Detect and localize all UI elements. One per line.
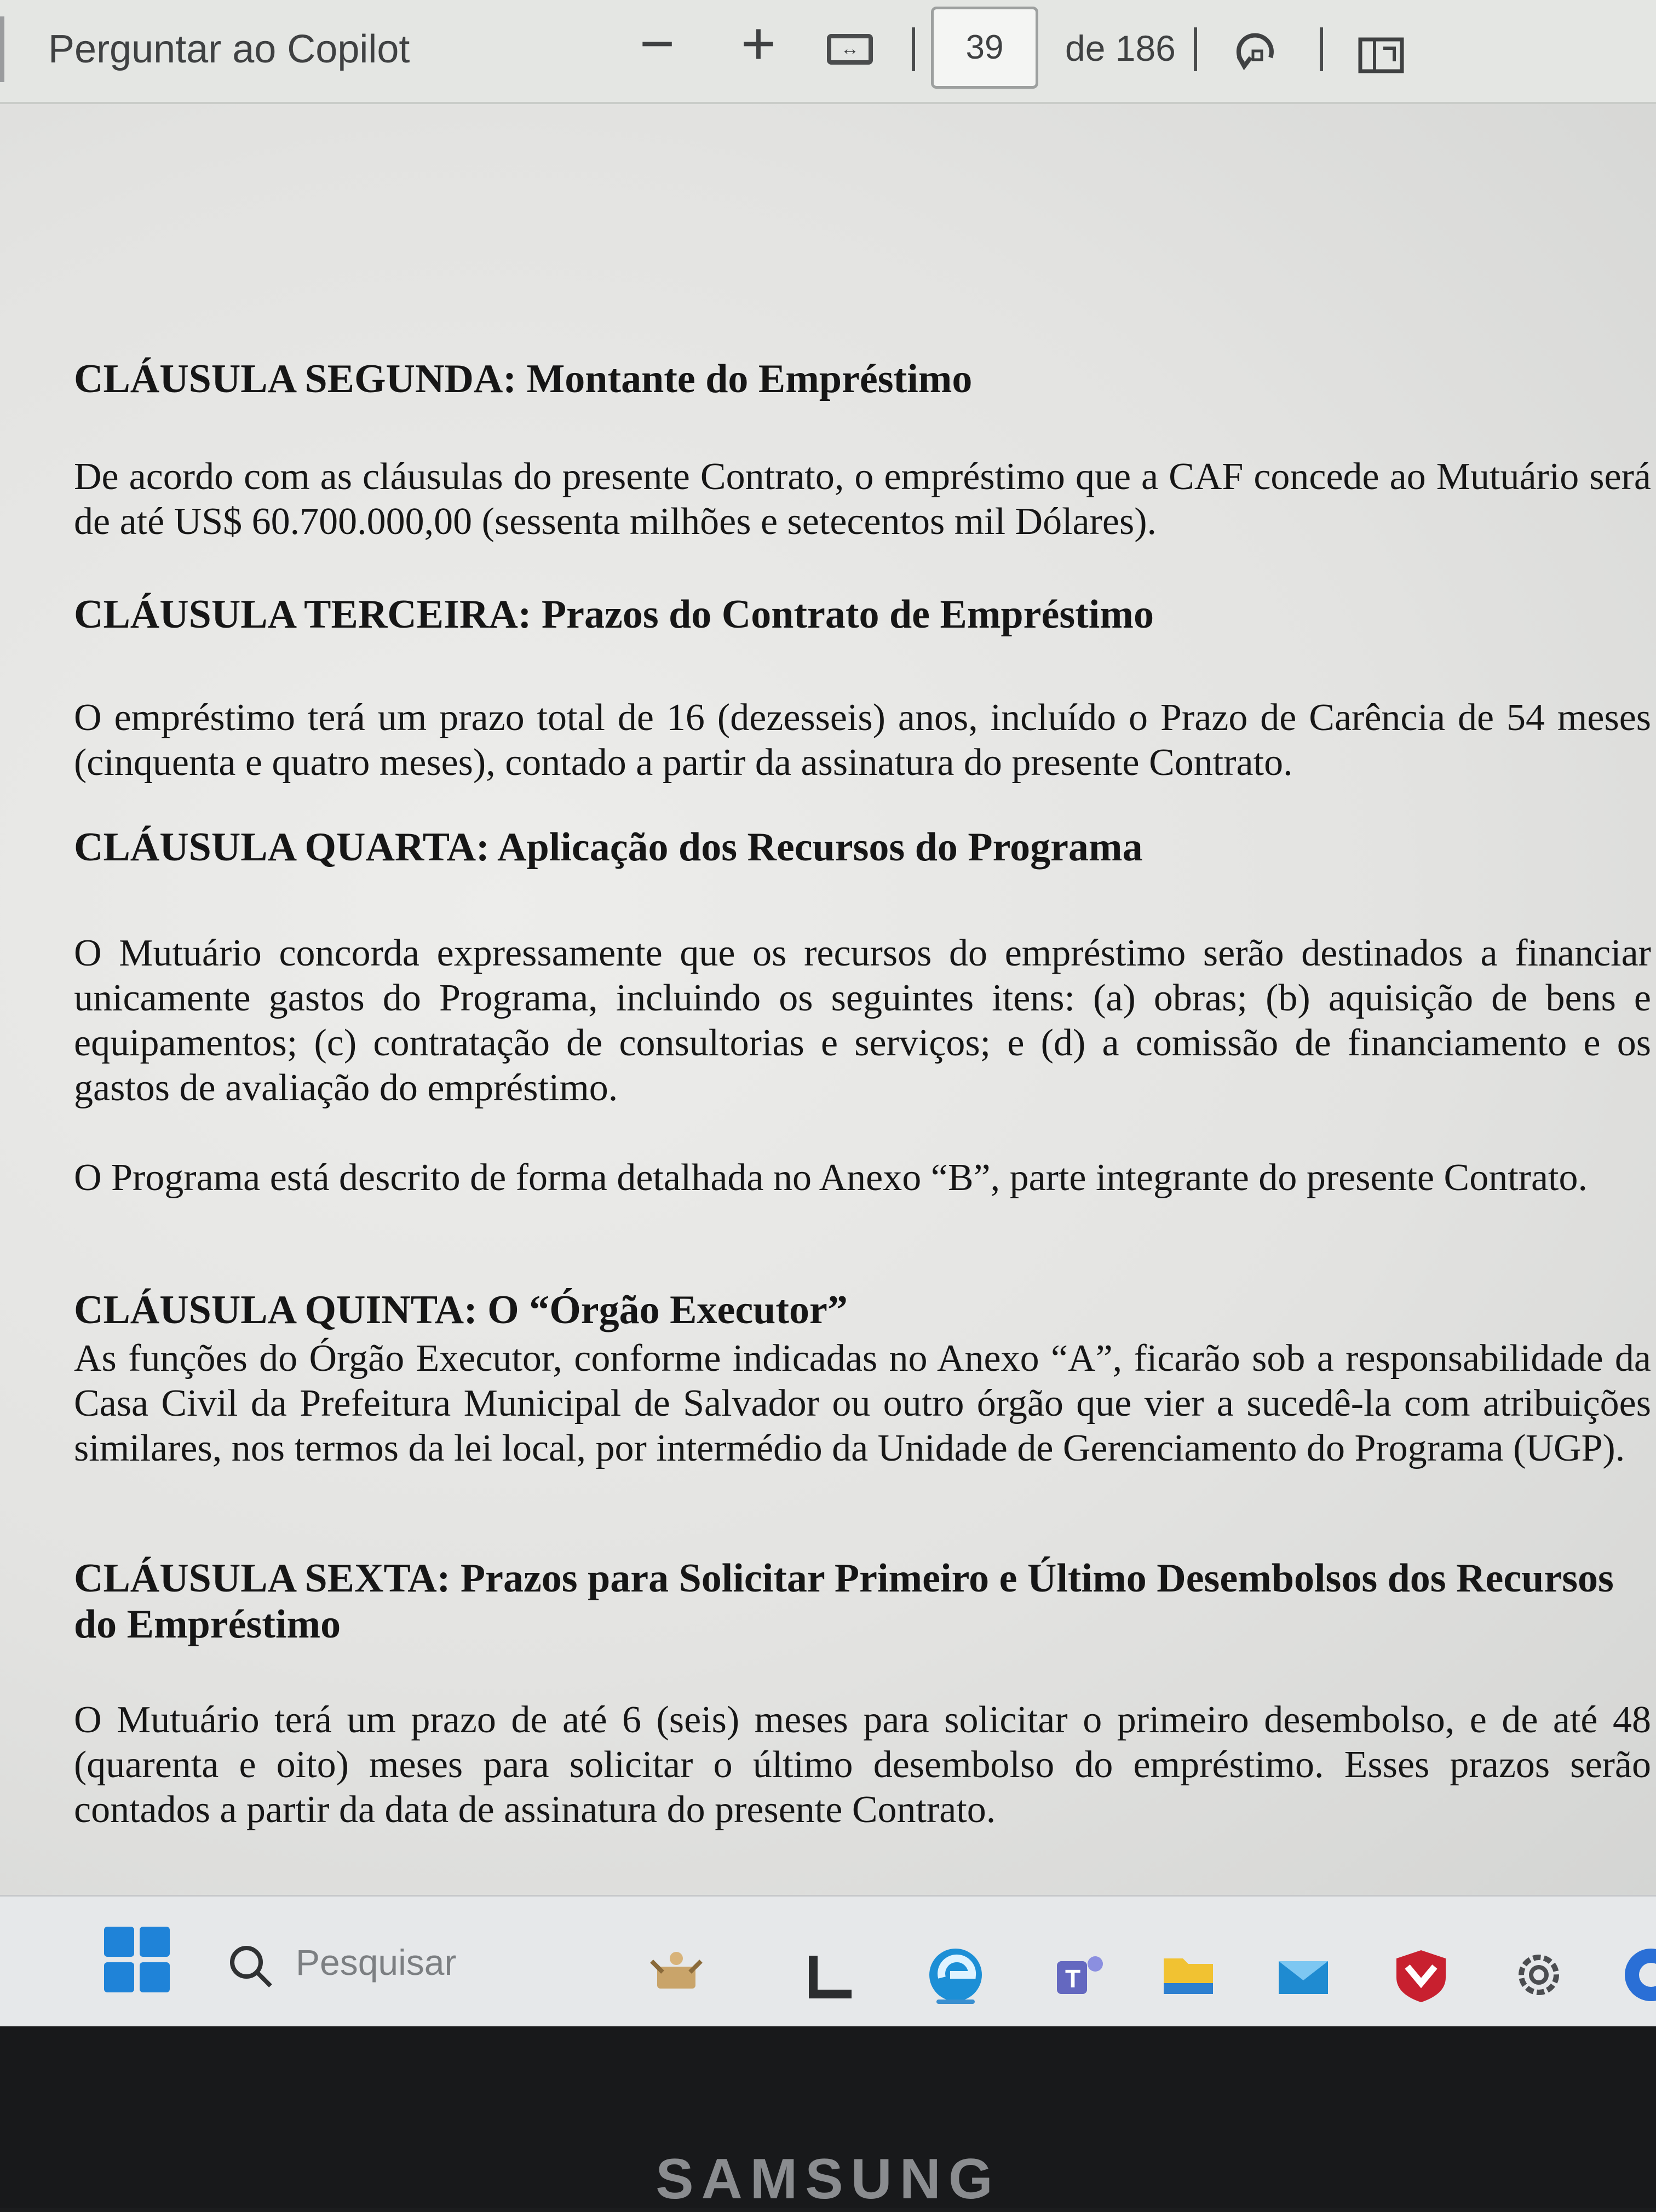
copilot-ask-input[interactable]: Perguntar ao Copilot: [0, 16, 591, 82]
toolbar-divider: [912, 27, 915, 71]
taskbar-search-placeholder: Pesquisar: [296, 1942, 457, 1983]
toolbar-divider: [1320, 27, 1323, 71]
task-view-icon[interactable]: [802, 1945, 863, 2005]
pdf-page: [0, 104, 1656, 1895]
clause-4-heading: CLÁUSULA QUARTA: Aplicação dos Recursos do Programa: [74, 825, 1143, 870]
clause-3-heading: CLÁUSULA TERCEIRA: Prazos do Contrato de Empréstimo: [74, 592, 1154, 637]
laptop-brand-logo: SAMSUNG: [656, 2147, 1001, 2211]
clause-4-text-annex: O Programa está descrito de forma detalhada no Anexo “B”, parte integrante do presente Contrato.: [74, 1157, 1588, 1199]
fit-width-icon[interactable]: ↔: [827, 34, 873, 65]
settings-icon[interactable]: [1509, 1945, 1569, 2005]
zoom-out-icon[interactable]: −: [639, 10, 675, 77]
clause-3-text: O empréstimo terá um prazo total de 16 (dezesseis) anos, incluído o Prazo de Carência de 54 meses (cinquenta e quatro meses), contado a partir da assinatura do presente Contrato.: [74, 697, 1651, 784]
file-explorer-icon[interactable]: [1158, 1945, 1218, 2005]
edge-icon[interactable]: [925, 1945, 986, 2005]
clause-6-heading: CLÁUSULA SEXTA: Prazos para Solicitar Primeiro e Último Desembolsos dos Recursos do Empréstimo: [74, 1556, 1614, 1647]
pdf-viewer-toolbar: [0, 0, 1656, 104]
page-number-input[interactable]: 39: [931, 7, 1038, 89]
mail-icon[interactable]: [1273, 1945, 1333, 2005]
clause-5-heading: CLÁUSULA QUINTA: O “Órgão Executor”: [74, 1288, 848, 1332]
clause-2-text: De acordo com as cláusulas do presente Contrato, o empréstimo que a CAF concede ao Mutuário será de até US$ 60.700.000,00 (sessenta milhões e setecentos mil Dólares).: [74, 456, 1651, 543]
clause-6-text: O Mutuário terá um prazo de até 6 (seis) meses para solicitar o primeiro desembolso, e de até 48 (quarenta e oito) meses para solicitar o último desembolso do empréstimo. Esses prazos serão contados a partir da data de assinatura do presente Contrato.: [74, 1699, 1651, 1831]
page-total-label: de 186: [1065, 28, 1176, 68]
clause-2-heading: CLÁUSULA SEGUNDA: Montante do Empréstimo: [74, 357, 973, 401]
windows-start-icon[interactable]: [104, 1927, 170, 1992]
two-page-view-icon[interactable]: [1358, 37, 1404, 73]
rotate-icon[interactable]: [1232, 30, 1281, 79]
toolbar-divider: [1194, 27, 1197, 71]
clause-5-text: As funções do Órgão Executor, conforme indicadas no Anexo “A”, ficarão sob a responsabilidade da Casa Civil da Prefeitura Municipal de Salvador ou outro órgão que vier a sucedê-la com atribuições similares, nos termos da lei local, por intermédio da Unidade de Gerenciamento do Programa (UGP).: [74, 1337, 1651, 1469]
search-icon: [230, 1946, 263, 1979]
widgets-icon[interactable]: [646, 1945, 706, 2005]
windows-taskbar: [0, 1895, 1656, 2028]
teams-icon[interactable]: [1049, 1945, 1109, 2005]
clause-4-text: O Mutuário concorda expressamente que os recursos do empréstimo serão destinados a financiar unicamente gastos do Programa, incluindo os seguintes itens: (a) obras; (b) aquisição de bens e equipamentos; (c) contratação de consultorias e serviços; e (d) a comissão de financiamento e os gastos de avaliação do empréstimo.: [74, 932, 1651, 1109]
svg-text:T: T: [1065, 1964, 1081, 1993]
zoom-in-icon[interactable]: +: [740, 10, 777, 77]
copilot-icon[interactable]: [1621, 1945, 1656, 2005]
taskbar-search-box[interactable]: [230, 1929, 457, 1995]
mcafee-icon[interactable]: [1391, 1945, 1451, 2005]
